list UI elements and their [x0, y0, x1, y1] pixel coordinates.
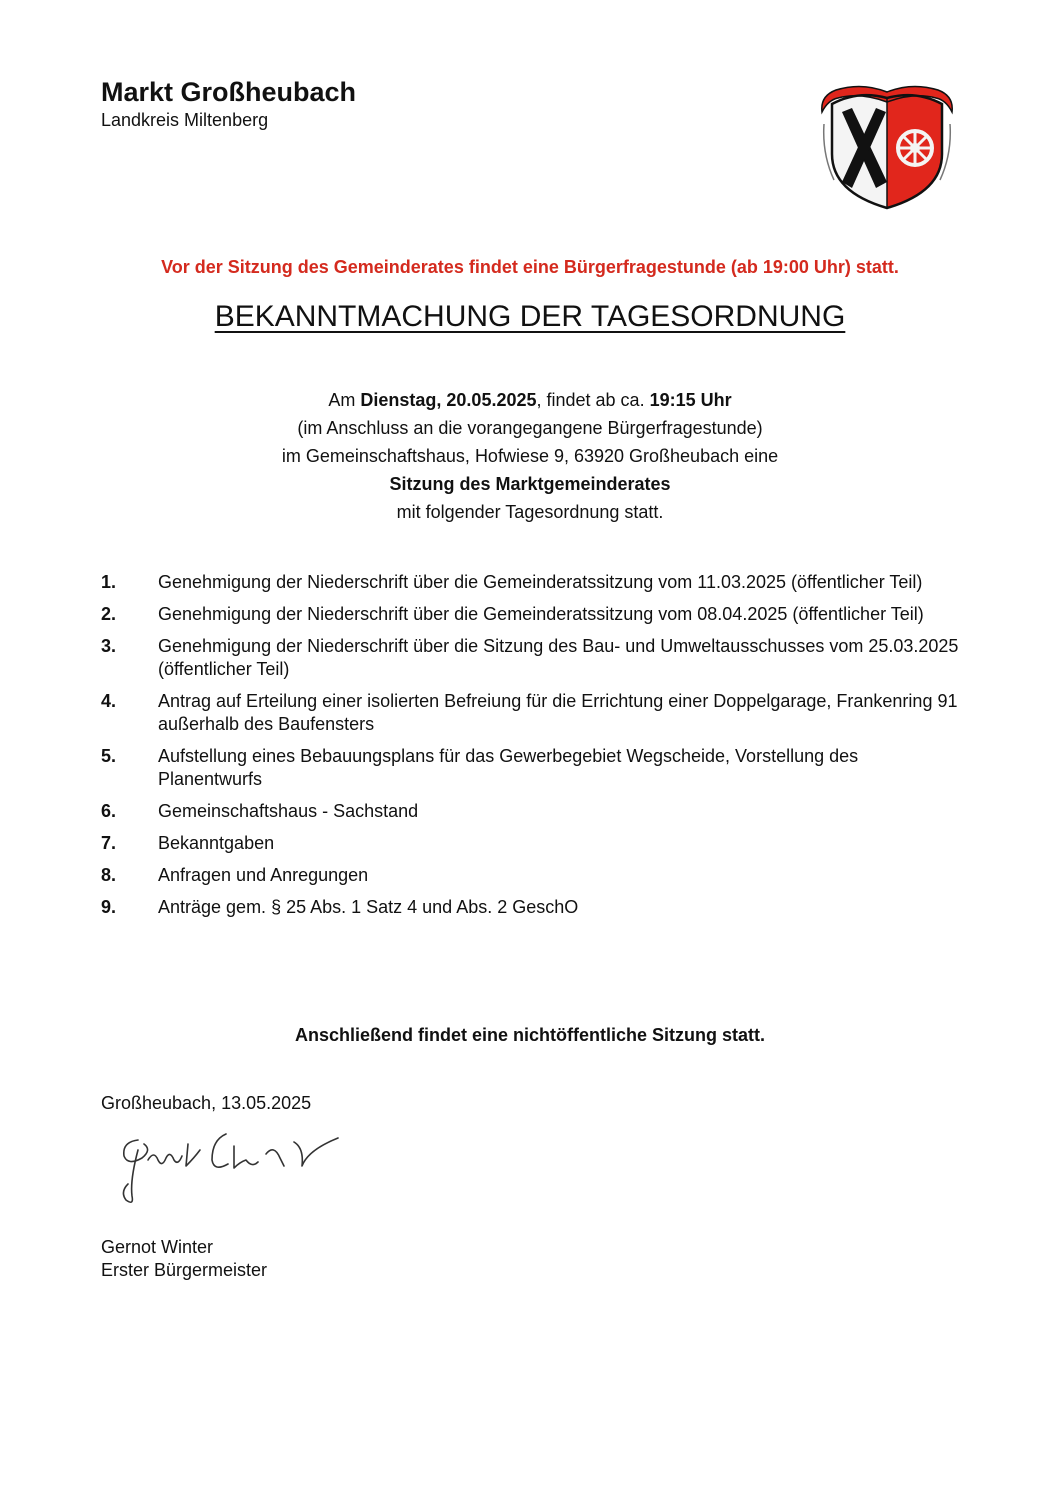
- agenda-number: 6.: [101, 801, 117, 821]
- intro-line-agenda: mit folgender Tagesordnung statt.: [396, 502, 664, 522]
- agenda-item: [101, 635, 961, 681]
- agenda-item: [101, 690, 961, 736]
- closing-statement: Anschließend findet eine nichtöffentliche Sitzung statt.: [294, 1025, 766, 1045]
- meeting-date: Dienstag, 20.05.2025: [360, 390, 537, 410]
- agenda-number: 7.: [101, 833, 117, 853]
- intro-middle: , findet ab ca.: [536, 390, 650, 410]
- intro-line-location: im Gemeinschaftshaus, Hofwiese 9, 63920 Großheubach eine: [281, 446, 779, 466]
- agenda-number: 8.: [101, 865, 117, 885]
- agenda-item: [101, 832, 961, 855]
- agenda-list: [101, 571, 961, 928]
- agenda-item: [101, 800, 961, 823]
- agenda-text: Genehmigung der Niederschrift über die Gemeinderatssitzung vom 11.03.2025 (öffentlicher Teil): [158, 572, 923, 592]
- agenda-text: Anfragen und Anregungen: [158, 865, 369, 885]
- agenda-text: Gemeinschaftshaus - Sachstand: [158, 801, 419, 821]
- citizen-question-notice: Vor der Sitzung des Gemeinderates findet eine Bürgerfragestunde (ab 19:00 Uhr) statt.: [161, 257, 899, 277]
- intro-line-meeting: Sitzung des Marktgemeinderates: [389, 474, 671, 494]
- intro-line-date: [0, 386, 1060, 414]
- place-and-date: Großheubach, 13.05.2025: [101, 1093, 312, 1113]
- agenda-text: Genehmigung der Niederschrift über die Gemeinderatssitzung vom 08.04.2025 (öffentlicher Teil): [158, 604, 924, 624]
- organization-district: Landkreis Miltenberg: [101, 110, 269, 130]
- intro-line-context: (im Anschluss an die vorangegangene Bürgerfragestunde): [297, 418, 763, 438]
- signature-icon: [108, 1120, 348, 1210]
- agenda-number: 3.: [101, 636, 117, 656]
- agenda-item: [101, 571, 961, 594]
- agenda-number: 4.: [101, 691, 117, 711]
- agenda-number: 1.: [101, 572, 117, 592]
- agenda-text: Genehmigung der Niederschrift über die Sitzung des Bau- und Umweltausschusses vom 25.03.2025 (öffentlicher Teil): [158, 636, 959, 679]
- coat-of-arms-icon: [818, 84, 956, 212]
- agenda-text: Aufstellung eines Bebauungsplans für das Gewerbegebiet Wegscheide, Vorstellung des Planentwurfs: [158, 746, 859, 789]
- agenda-item: [101, 603, 961, 626]
- signer-block: [101, 1236, 267, 1282]
- agenda-text: Bekanntgaben: [158, 833, 275, 853]
- agenda-text: Antrag auf Erteilung einer isolierten Befreiung für die Errichtung einer Doppelgarage, Frankenring 91 außerhalb des Baufensters: [158, 691, 958, 734]
- signer-role: Erster Bürgermeister: [101, 1260, 268, 1280]
- page-title: BEKANNTMACHUNG DER TAGESORDNUNG: [214, 300, 846, 333]
- agenda-number: 2.: [101, 604, 117, 624]
- agenda-item: [101, 864, 961, 887]
- intro-prefix: Am: [328, 390, 361, 410]
- agenda-item: [101, 745, 961, 791]
- agenda-number: 9.: [101, 897, 117, 917]
- signer-name: Gernot Winter: [101, 1237, 214, 1257]
- meeting-time: 19:15 Uhr: [649, 390, 732, 410]
- organization-name: Markt Großheubach: [101, 77, 357, 107]
- agenda-number: 5.: [101, 746, 117, 766]
- meeting-intro: [0, 386, 1060, 526]
- agenda-item: [101, 896, 961, 919]
- agenda-text: Anträge gem. § 25 Abs. 1 Satz 4 und Abs. 2 GeschO: [158, 897, 579, 917]
